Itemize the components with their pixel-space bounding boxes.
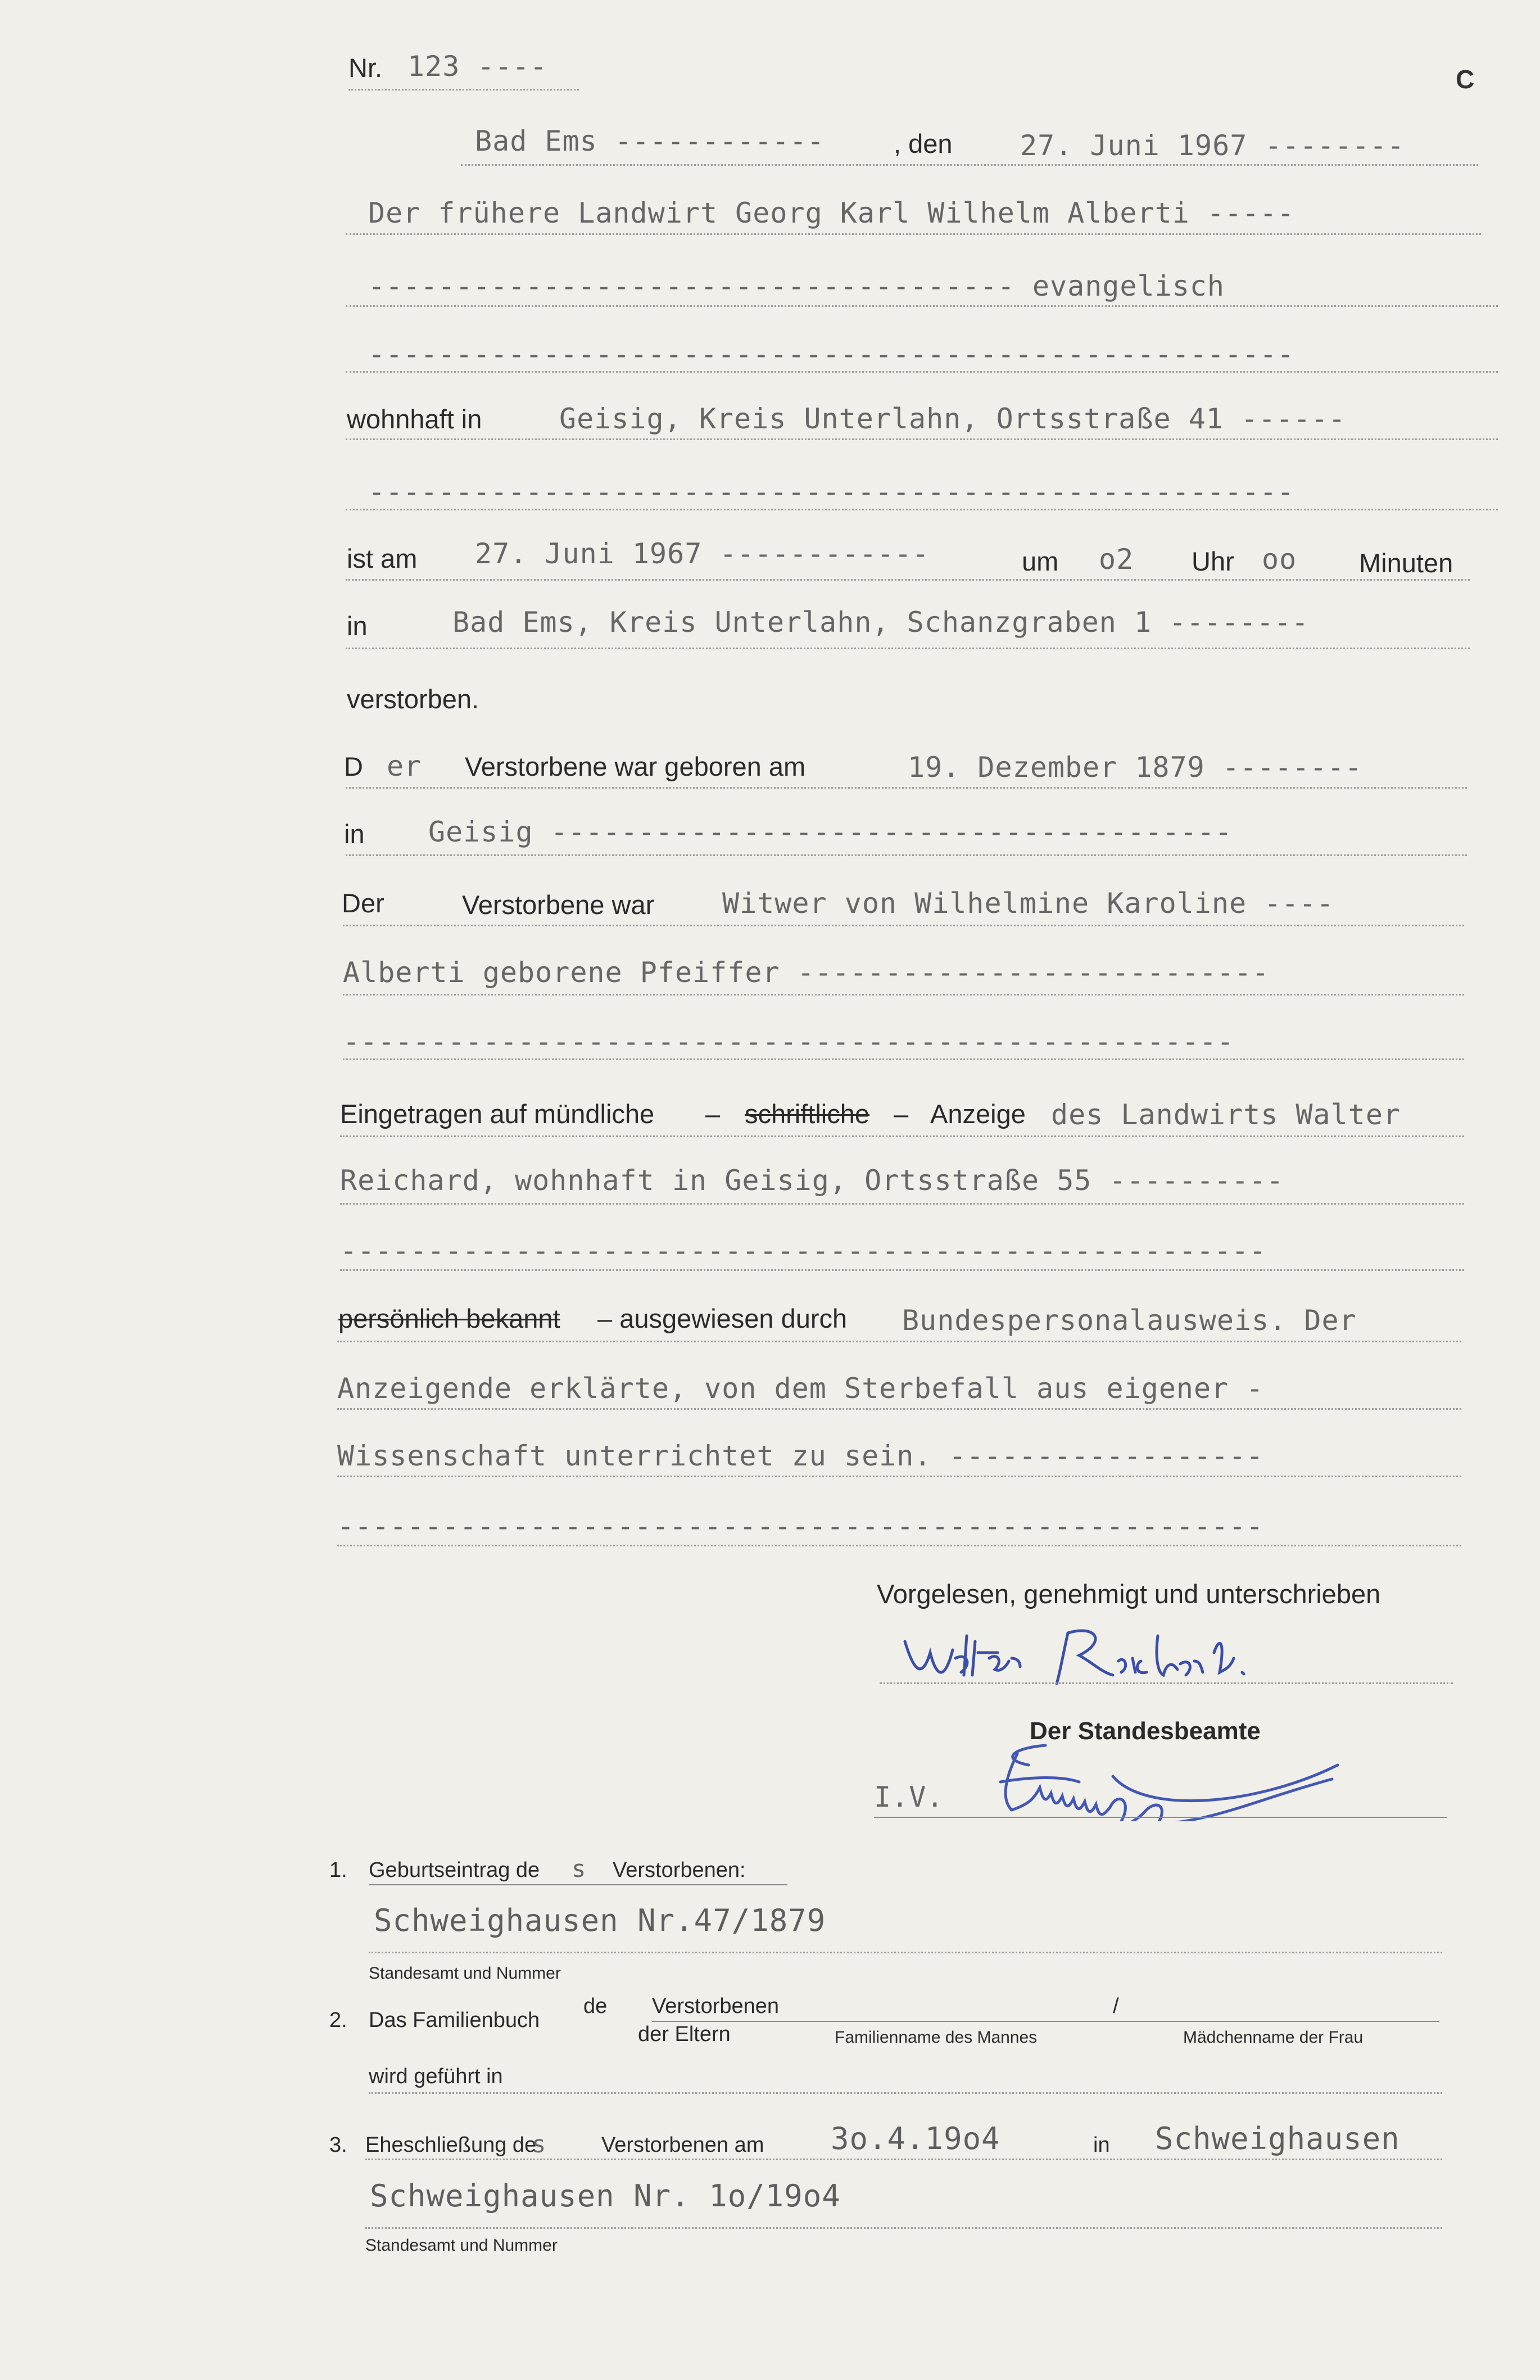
registration-label: Eingetragen auf mündliche	[340, 1099, 655, 1129]
residence-line-2: -----------------------------------------------------	[368, 476, 1295, 508]
footnote-2-wird-gefuehrt: wird geführt in	[369, 2065, 503, 2088]
nr-label: Nr.	[348, 53, 383, 83]
registrar-signature	[978, 1737, 1383, 1821]
registrar-signature-line	[874, 1817, 1447, 1818]
registration-label-2: Anzeige	[930, 1099, 1026, 1129]
identification-value: Bundespersonalausweis. Der	[902, 1304, 1357, 1337]
um-label: um	[1022, 546, 1059, 576]
footnote-2-verstorbenen: Verstorbenen	[652, 1994, 780, 2018]
marital-prefix: Der	[342, 888, 384, 918]
marriage-date: 3o.4.19o4	[831, 2121, 1000, 2156]
footnote-3-label: Eheschließung de	[365, 2133, 537, 2157]
informant-signature	[899, 1619, 1338, 1698]
residence-value: Geisig, Kreis Unterlahn, Ortsstraße 41 ------	[559, 402, 1346, 435]
footnote-1-number: 1.	[329, 1858, 347, 1882]
underline-birth-2	[346, 854, 1467, 856]
death-date: 27. Juni 1967 ------------	[475, 537, 930, 570]
footnote-2-de: de	[583, 1994, 608, 2018]
registration-struck-option: schriftliche	[745, 1099, 870, 1129]
minuten-label: Minuten	[1359, 548, 1453, 578]
footnote-1-label: Geburtseintrag de	[369, 1858, 540, 1882]
footnote-3-typed-suffix: s	[532, 2130, 547, 2158]
underline-marital-3	[343, 1058, 1464, 1060]
footnote-2-caption-husband: Familienname des Mannes	[835, 2028, 1038, 2047]
underline-death-2	[346, 648, 1470, 649]
identification-label: – ausgewiesen durch	[597, 1304, 848, 1333]
birth-date: 19. Dezember 1879 --------	[908, 751, 1362, 784]
marriage-place: Schweighausen	[1155, 2121, 1400, 2156]
uhr-label: Uhr	[1192, 546, 1234, 576]
footnote-2-caption-wife: Mädchenname der Frau	[1183, 2028, 1364, 2047]
footnote-3-label-2: Verstorbenen am	[601, 2133, 764, 2157]
identification-line-2: Anzeigende erklärte, von dem Sterbefall aus eigener -	[337, 1372, 1264, 1405]
underline-person-3	[346, 371, 1498, 373]
footnote-2-name-underline	[652, 2021, 1439, 2022]
underline-residence-2	[346, 509, 1498, 510]
register-place: Bad Ems ------------	[475, 125, 825, 157]
nr-value: 123 ----	[407, 50, 547, 83]
identification-struck-option: persönlich bekannt	[338, 1304, 560, 1333]
read-approved-signed-label: Vorgelesen, genehmigt und unterschrieben	[877, 1579, 1381, 1609]
underline-identification-1	[337, 1341, 1461, 1342]
footnote-3-in: in	[1093, 2133, 1110, 2157]
underline-registration-3	[340, 1269, 1464, 1271]
footnote-2-eltern: der Eltern	[638, 2022, 731, 2046]
underline-identification-3	[337, 1476, 1461, 1477]
death-date-label: ist am	[347, 544, 418, 573]
footnote-1-label-underline	[369, 1884, 787, 1885]
birth-prefix: D	[344, 752, 363, 781]
register-date: 27. Juni 1967 --------	[1020, 129, 1405, 162]
den-label: , den	[894, 129, 953, 159]
marriage-registry-value: Schweighausen Nr. 1o/19o4	[370, 2178, 841, 2214]
informant-line-3: -----------------------------------------------------	[340, 1234, 1267, 1267]
underline-identification-4	[337, 1545, 1461, 1546]
death-place: Bad Ems, Kreis Unterlahn, Schanzgraben 1 --------	[452, 606, 1310, 639]
underline-registration-2	[340, 1203, 1464, 1205]
underline-birth-1	[346, 787, 1467, 789]
marital-label: Verstorbene war	[462, 890, 655, 920]
identification-line-4: -----------------------------------------------------	[337, 1510, 1264, 1542]
underline-marital-1	[343, 925, 1464, 926]
footnote-2-number: 2.	[329, 2008, 347, 2032]
underline-registration-1	[340, 1135, 1464, 1137]
corner-letter: C	[1456, 65, 1475, 94]
footnote-1-typed-suffix: s	[572, 1855, 587, 1883]
informant-value: des Landwirts Walter	[1051, 1098, 1401, 1131]
registrar-title: Der Standesbeamte	[1030, 1717, 1261, 1745]
informant-signature-line	[880, 1682, 1453, 1684]
footnote-1-underline	[369, 1952, 1442, 1953]
marital-line-2: Alberti geborene Pfeiffer ---------------------------	[343, 956, 1270, 989]
place-date-underline	[461, 164, 1478, 166]
marital-line-3: ---------------------------------------------------	[343, 1025, 1235, 1058]
underline-person-2	[346, 305, 1498, 307]
footnote-2-underline	[369, 2092, 1442, 2094]
footnote-3-caption: Standesamt und Nummer	[365, 2236, 558, 2255]
footnote-2-label: Das Familienbuch	[369, 2008, 540, 2032]
birth-place-label: in	[344, 819, 365, 849]
birth-entry-value: Schweighausen Nr.47/1879	[374, 1903, 826, 1938]
footnote-3-underline-1	[365, 2159, 1442, 2160]
religion-line: ------------------------------------- evangelisch	[368, 270, 1225, 302]
iv-label: I.V.	[874, 1781, 944, 1813]
birth-gender-suffix: er	[387, 750, 422, 782]
identification-line-3: Wissenschaft unterrichtet zu sein. ------------------	[337, 1440, 1264, 1472]
underline-identification-2	[337, 1408, 1461, 1410]
death-place-label: in	[347, 611, 368, 641]
marital-value: Witwer von Wilhelmine Karoline ----	[722, 887, 1334, 920]
registration-dash-2: –	[894, 1099, 909, 1129]
footnote-3-underline-2	[365, 2227, 1442, 2229]
footnote-1-caption: Standesamt und Nummer	[369, 1964, 561, 1983]
death-hour: o2	[1099, 543, 1134, 576]
residence-label: wohnhaft in	[347, 404, 482, 434]
footnote-3-number: 3.	[329, 2133, 347, 2157]
underline-death-1	[346, 579, 1470, 581]
informant-line-2: Reichard, wohnhaft in Geisig, Ortsstraße 55 ----------	[340, 1164, 1284, 1197]
footnote-2-slash: /	[1113, 1994, 1119, 2018]
death-minutes: oo	[1262, 543, 1297, 576]
nr-underline	[348, 89, 579, 91]
underline-person-1	[346, 233, 1481, 235]
birth-label: Verstorbene war geboren am	[465, 752, 806, 781]
person-line-3: -----------------------------------------------------	[368, 338, 1295, 370]
underline-marital-2	[343, 994, 1464, 996]
verstorben-label: verstorben.	[347, 684, 479, 714]
birth-place: Geisig ---------------------------------------	[428, 816, 1233, 848]
footnote-1-label-2: Verstorbenen:	[613, 1858, 746, 1882]
registration-dash-1: –	[705, 1099, 721, 1129]
deceased-name-line: Der frühere Landwirt Georg Karl Wilhelm Alberti -----	[368, 197, 1295, 229]
underline-residence-1	[346, 438, 1498, 440]
